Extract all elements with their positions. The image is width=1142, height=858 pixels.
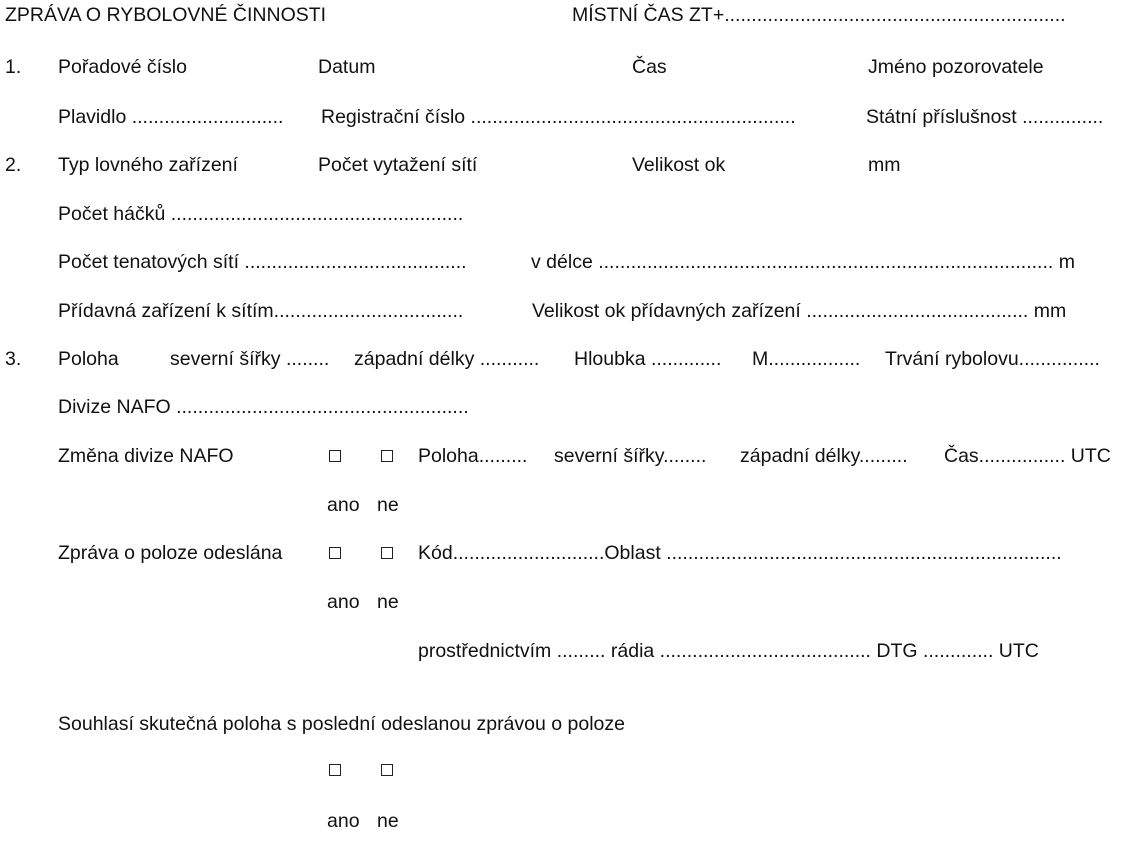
- date-label: Datum: [318, 56, 376, 78]
- serial-number-label: Pořadové číslo: [58, 56, 187, 78]
- nafo-change-yes-checkbox[interactable]: [329, 450, 341, 462]
- code-area-field[interactable]: Kód............................Oblast .........................................................................: [418, 542, 1062, 564]
- nafo-change-label: Změna divize NAFO: [58, 445, 234, 467]
- local-time-field[interactable]: MÍSTNÍ ČAS ZT+...............................................................: [572, 4, 1066, 26]
- nafo-change-no-checkbox[interactable]: [381, 450, 393, 462]
- latitude-field[interactable]: severní šířky ........: [170, 348, 330, 370]
- report-sent-no-label: ne: [377, 591, 399, 613]
- gear-type-label: Typ lovného zařízení: [58, 154, 238, 176]
- agreement-yes-checkbox[interactable]: [329, 764, 341, 776]
- report-sent-no-checkbox[interactable]: [381, 547, 393, 559]
- position-report-sent-label: Zpráva o poloze odeslána: [58, 542, 283, 564]
- agreement-yes-label: ano: [327, 810, 360, 832]
- change-position-field[interactable]: Poloha.........: [418, 445, 528, 467]
- report-sent-yes-label: ano: [327, 591, 360, 613]
- section-3-number: 3.: [5, 348, 22, 370]
- agreement-no-label: ne: [377, 810, 399, 832]
- hauls-count-label: Počet vytažení sítí: [318, 154, 478, 176]
- position-agreement-question: Souhlasí skutečná poloha s poslední odeslanou zprávou o poloze: [58, 713, 625, 735]
- mesh-size-label: Velikost ok: [632, 154, 726, 176]
- gillnets-count-field[interactable]: Počet tenatových sítí .........................................: [58, 251, 467, 273]
- nafo-change-no-label: ne: [377, 494, 399, 516]
- section-2-number: 2.: [5, 154, 22, 176]
- report-sent-yes-checkbox[interactable]: [329, 547, 341, 559]
- observer-name-label: Jméno pozorovatele: [868, 56, 1044, 78]
- report-title: ZPRÁVA O RYBOLOVNÉ ČINNOSTI: [5, 4, 327, 26]
- nafo-change-yes-label: ano: [327, 494, 360, 516]
- section-1-number: 1.: [5, 56, 22, 78]
- nationality-field[interactable]: Státní příslušnost ...............: [866, 106, 1104, 128]
- depth-field[interactable]: Hloubka .............: [574, 348, 722, 370]
- registration-number-field[interactable]: Registrační číslo ............................................................: [321, 106, 796, 128]
- gillnet-length-field[interactable]: v délce .................................................................................... m: [531, 251, 1075, 273]
- longitude-field[interactable]: západní délky ...........: [354, 348, 540, 370]
- vessel-field[interactable]: Plavidlo ............................: [58, 106, 284, 128]
- time-label: Čas: [632, 56, 667, 78]
- hooks-count-field[interactable]: Počet háčků ......................................................: [58, 203, 464, 225]
- change-longitude-field[interactable]: západní délky.........: [740, 445, 908, 467]
- attachment-mesh-size-field[interactable]: Velikost ok přídavných zařízení ......................................... mm: [532, 300, 1067, 322]
- agreement-no-checkbox[interactable]: [381, 764, 393, 776]
- net-attachments-field[interactable]: Přídavná zařízení k sítím...................................: [58, 300, 464, 322]
- mesh-unit-label: mm: [868, 154, 901, 176]
- nafo-division-field[interactable]: Divize NAFO ......................................................: [58, 396, 469, 418]
- change-time-utc-field[interactable]: Čas................ UTC: [944, 445, 1111, 467]
- fishing-duration-field[interactable]: Trvání rybolovu...............: [885, 348, 1100, 370]
- transmission-via-field[interactable]: prostřednictvím ......... rádia ....................................... DTG ............. UTC: [418, 640, 1039, 662]
- change-latitude-field[interactable]: severní šířky........: [554, 445, 707, 467]
- position-label: Poloha: [58, 348, 119, 370]
- depth-m-field[interactable]: M.................: [752, 348, 861, 370]
